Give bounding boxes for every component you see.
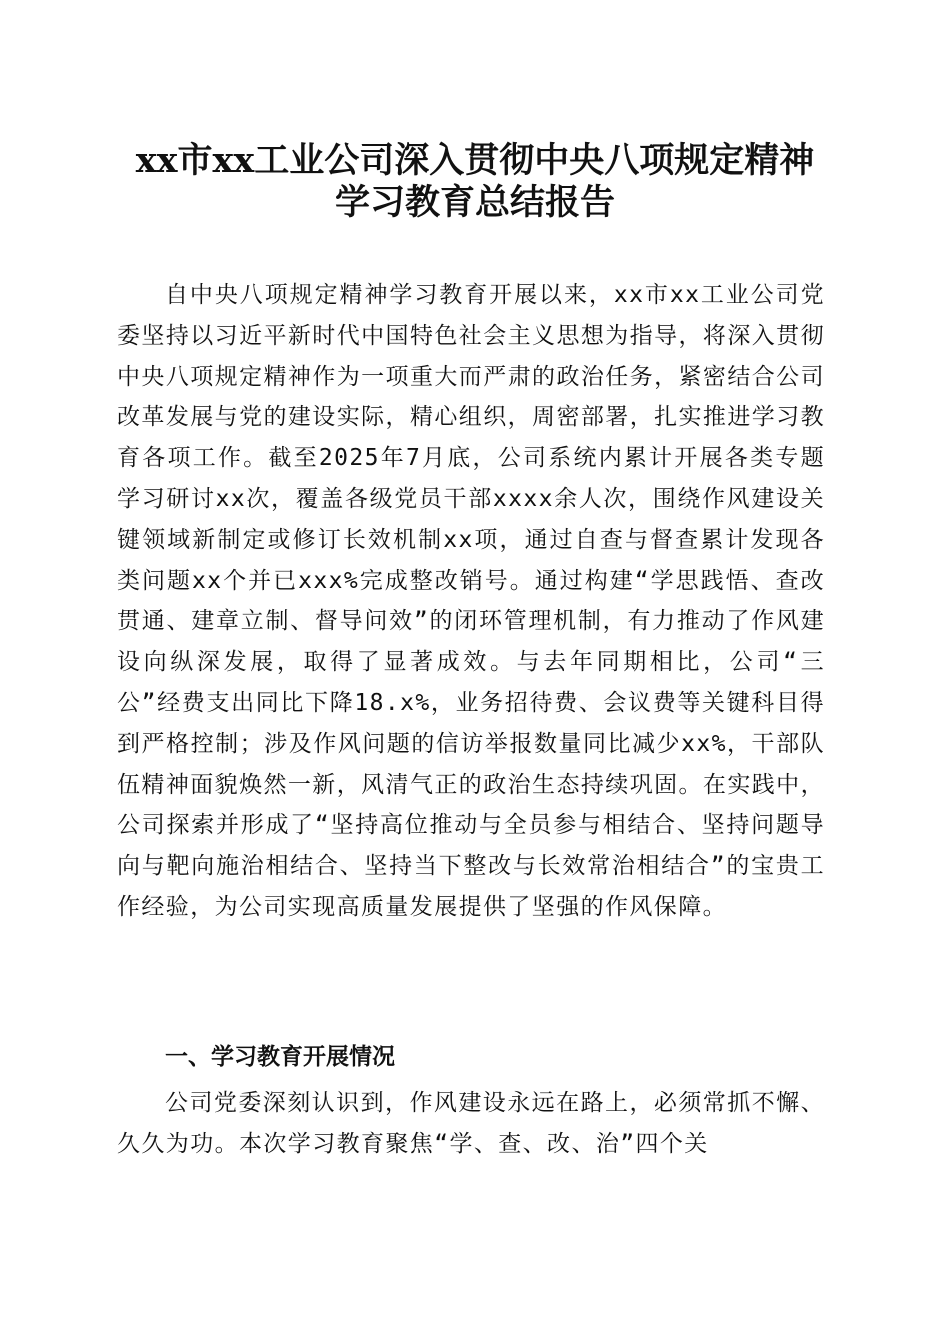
section-heading-1: 一、学习教育开展情况 xyxy=(165,1044,395,1070)
document-title-line-2: 学习教育总结报告 xyxy=(334,182,615,223)
document-title-line-1: xx市xx工业公司深入贯彻中央八项规定精神 xyxy=(135,140,815,181)
section-1-paragraph: 公司党委深刻认识到，作风建设永远在路上，必须常抓不懈、久久为功。本次学习教育聚焦“学、查、改、治”四个关 xyxy=(117,1090,825,1157)
intro-paragraph: 自中央八项规定精神学习教育开展以来，xx市xx工业公司党委坚持以习近平新时代中国特色社会主义思想为指导，将深入贯彻中央八项规定精神作为一项重大而严肃的政治任务，紧密结合公司改革发展与党的建设实际，精心组织，周密部署，扎实推进学习教育各项工作。截至2025年7月底，公司系统内累计开展各类专题学习研讨xx次，覆盖各级党员干部xxxx余人次，围绕作风建设关键领域新制定或修订长效机制xx项，通过自查与督查累计发现各类问题xx个并已xxx%完成整改销号。通过构建“学思践悟、查改贯通、建章立制、督导问效”的闭环管理机制，有力推动了作风建设向纵深发展，取得了显著成效。与去年同期相比，公司“三公”经费支出同比下降18.x%，业务招待费、会议费等关键科目得到严格控制；涉及作风问题的信访举报数量同比减少xx%，干部队伍精神面貌焕然一新，风清气正的政治生态持续巩固。在实践中，公司探索并形成了“坚持高位推动与全员参与相结合、坚持问题导向与靶向施治相结合、坚持当下整改与长效常治相结合”的宝贵工作经验，为公司实现高质量发展提供了坚强的作风保障。 xyxy=(117,282,825,920)
